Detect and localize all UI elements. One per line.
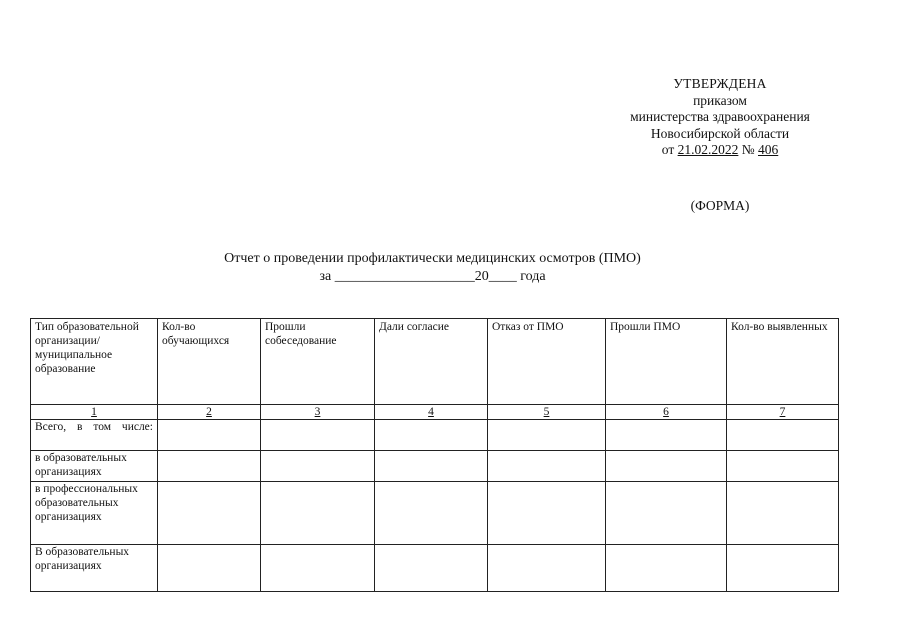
approval-number-prefix: № — [741, 142, 755, 157]
approval-date-prefix: от — [661, 142, 675, 157]
table-cell[interactable] — [375, 545, 488, 592]
table-cell[interactable] — [158, 482, 261, 545]
table-row — [31, 420, 839, 451]
year-prefix: 20 — [474, 269, 489, 284]
header-identified: Кол-во выявленных — [727, 319, 839, 405]
column-number: 6 — [606, 405, 727, 420]
report-title: Отчет о проведении профилактически медицинских осмотров (ПМО) — [224, 251, 641, 266]
year-blank: ____ — [488, 269, 517, 284]
header-org-type: Тип образовательной организации/ муниципальное образование — [31, 319, 158, 405]
approval-heading: УТВЕРЖДЕНА — [673, 76, 767, 91]
table-cell[interactable] — [261, 451, 375, 482]
header-refused: Отказ от ПМО — [488, 319, 606, 405]
table-cell[interactable] — [727, 451, 839, 482]
row-label-total: Всего, в том числе: — [31, 420, 158, 451]
column-number: 7 — [727, 405, 839, 420]
table-cell[interactable] — [158, 545, 261, 592]
table-cell[interactable] — [261, 482, 375, 545]
approval-date-line — [600, 142, 840, 159]
table-cell[interactable] — [375, 420, 488, 451]
approval-line-ministry: министерства здравоохранения — [630, 109, 810, 124]
table-cell[interactable] — [727, 420, 839, 451]
period-prefix: за — [319, 269, 332, 284]
table-cell[interactable] — [488, 482, 606, 545]
column-number: 5 — [488, 405, 606, 420]
table-cell[interactable] — [727, 482, 839, 545]
report-period — [160, 268, 705, 286]
column-number: 4 — [375, 405, 488, 420]
column-number: 3 — [261, 405, 375, 420]
table-cell[interactable] — [261, 545, 375, 592]
approval-block — [600, 76, 840, 159]
table-row — [31, 482, 839, 545]
header-students-count: Кол-во обучающихся — [158, 319, 261, 405]
approval-line-order: приказом — [693, 92, 747, 108]
table-cell[interactable] — [606, 482, 727, 545]
row-label-educational-2: В образовательных организациях — [31, 545, 158, 592]
table-cell[interactable] — [727, 545, 839, 592]
table-cell[interactable] — [488, 420, 606, 451]
table-cell[interactable] — [606, 420, 727, 451]
row-label-educational: в образовательных организациях — [31, 451, 158, 482]
table-cell[interactable] — [261, 420, 375, 451]
table-cell[interactable] — [606, 451, 727, 482]
table-cell[interactable] — [375, 451, 488, 482]
header-row — [31, 319, 839, 405]
report-title-block — [160, 250, 705, 286]
table-cell[interactable] — [488, 451, 606, 482]
table-cell[interactable] — [375, 482, 488, 545]
table-cell[interactable] — [158, 451, 261, 482]
report-table — [30, 318, 839, 592]
table-cell[interactable] — [488, 545, 606, 592]
approval-line-region: Новосибирской области — [650, 125, 790, 141]
table-row — [31, 545, 839, 592]
year-suffix: года — [520, 269, 546, 284]
header-passed: Прошли ПМО — [606, 319, 727, 405]
column-number: 2 — [158, 405, 261, 420]
approval-date: 21.02.2022 — [677, 142, 739, 157]
table-row — [31, 451, 839, 482]
table-cell[interactable] — [606, 545, 727, 592]
approval-number: 406 — [758, 142, 779, 157]
column-number: 1 — [31, 405, 158, 420]
header-consented: Дали согласие — [375, 319, 488, 405]
period-blank: ____________________ — [334, 269, 475, 284]
column-number-row — [31, 405, 839, 420]
table-cell[interactable] — [158, 420, 261, 451]
form-label: (ФОРМА) — [690, 198, 750, 213]
header-interviewed: Прошли собеседование — [261, 319, 375, 405]
row-label-professional: в профессиональных образовательных организациях — [31, 482, 158, 545]
